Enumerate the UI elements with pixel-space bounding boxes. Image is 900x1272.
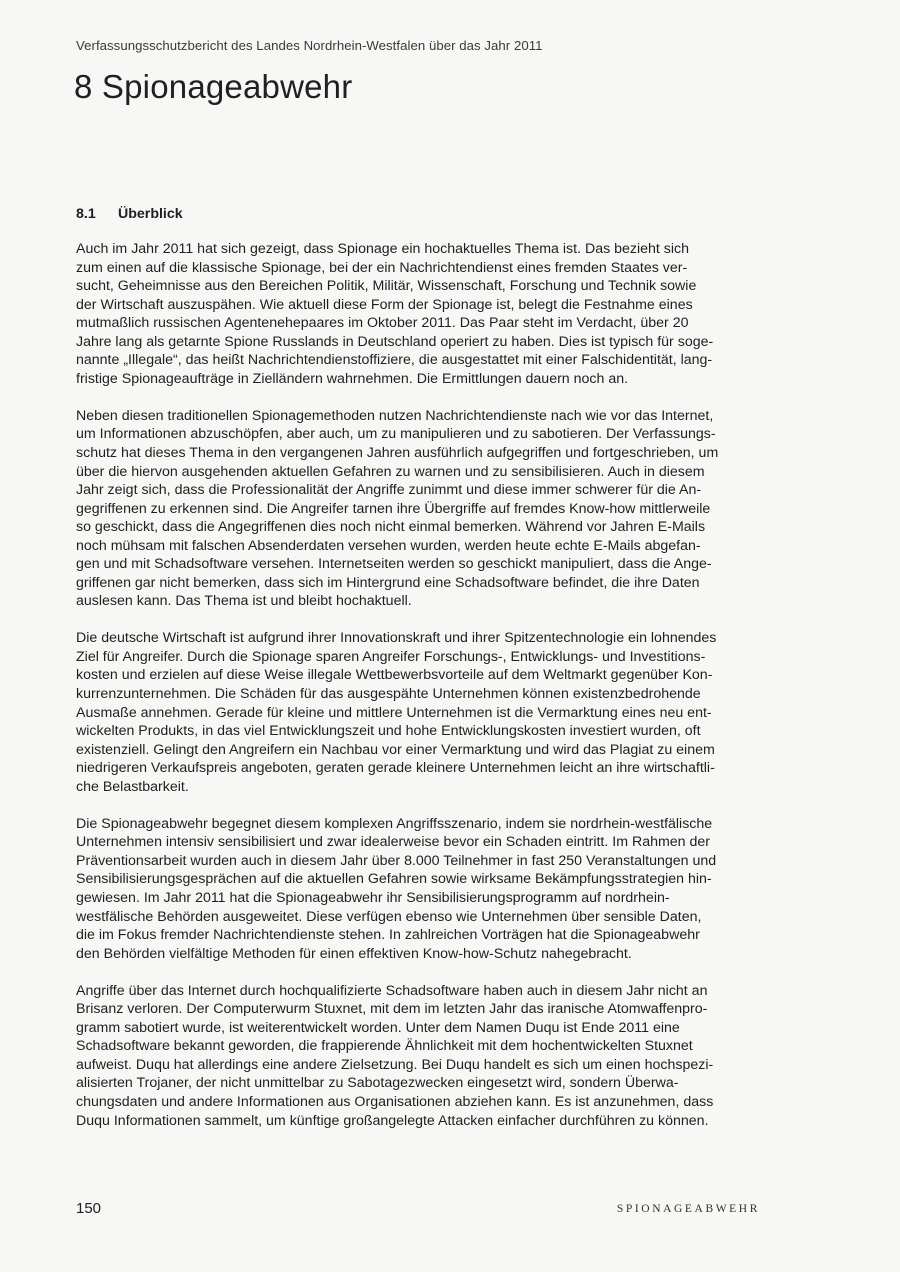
page-number: 150 [76,1200,102,1217]
paragraph [76,407,766,611]
text-line: chungsdaten und andere Informationen aus Organisationen abziehen kann. Es ist anzunehmen, dass [76,1093,714,1110]
text-line: Neben diesen traditionellen Spionagemethoden nutzen Nachrichtendienste nach wie vor das Internet, [76,407,714,424]
text-line: Unternehmen intensiv sensibilisiert und zwar idealerweise bevor ein Schaden eintritt. Im Rahmen der [76,834,711,851]
text-line: alisierten Trojaner, der nicht unmittelbar zu Sabotagezwecken eingesetzt wird, sondern Überwa- [76,1075,679,1092]
text-line: Angriffe über das Internet durch hochqualifizierte Schadsoftware haben auch in diesem Jahr nicht an [76,982,708,999]
paragraph [76,982,766,1130]
text-line: Jahr zeigt sich, dass die Professionalität der Angriffe zunimmt und diese immer schwerer für die An- [76,482,702,499]
text-line: noch mühsam mit falschen Absenderdaten versehen wurden, werden heute echte E-Mails abgefan- [76,537,701,554]
text-line: auslesen kann. Das Thema ist und bleibt hochaktuell. [76,593,412,610]
text-line: existenziell. Gelingt den Angreifern ein Nachbau vor einer Vermarktung und wird das Plagiat zu einem [76,741,715,758]
text-line: mutmaßlich russischen Agentenehepaares im Oktober 2011. Das Paar steht im Verdacht, über 20 [76,315,689,332]
text-line: Brisanz verloren. Der Computerwurm Stuxnet, mit dem im letzten Jahr das iranische Atomwaffenpro- [76,1001,708,1018]
text-line: Ausmaße annehmen. Gerade für kleine und mittlere Unternehmen ist die Vermarktung eines neu ent- [76,704,712,721]
paragraph [76,815,766,963]
body-text [76,240,766,1149]
text-line: Die Spionageabwehr begegnet diesem komplexen Angriffsszenario, indem sie nordrhein-westfälische [76,815,713,832]
text-line: gramm sabotiert wurde, ist weiterentwickelt worden. Unter dem Namen Duqu ist Ende 2011 eine [76,1019,680,1036]
paragraph [76,629,766,796]
text-line: Auch im Jahr 2011 hat sich gezeigt, dass Spionage ein hochaktuelles Thema ist. Das bezieht sich [76,241,690,257]
text-line: über die hiervon ausgehenden aktuellen Gefahren zu warnen und zu sensibilisieren. Auch in diesem [76,463,705,480]
text-line: Schadsoftware bekannt geworden, die frappierende Ähnlichkeit mit dem hochentwickelten Stuxnet [76,1038,693,1055]
text-line: der Wirtschaft auszuspähen. Wie aktuell diese Form der Spionage ist, belegt die Festnahme eines [76,296,693,313]
text-line: wickelten Produkts, in das viel Entwicklungszeit und hohe Entwicklungskosten investiert wurden, oft [76,723,701,740]
text-line: Duqu Informationen sammelt, um künftige großangelegte Attacken einfacher durchführen zu können. [76,1112,709,1129]
section-number: 8.1 [76,206,96,222]
paragraph [76,240,766,388]
text-line: die im Fokus fremder Nachrichtendienste stehen. In zahlreichen Vorträgen hat die Spionageabwehr [76,927,700,944]
text-line: Präventionsarbeit wurden auch in diesem Jahr über 8.000 Teilnehmer in fast 250 Veranstaltungen und [76,852,717,869]
text-line: che Belastbarkeit. [76,778,189,795]
text-line: sucht, Geheimnisse aus den Bereichen Politik, Militär, Wissenschaft, Forschung und Technik sowie [76,278,697,295]
text-line: Sensibilisierungsgesprächen auf die aktuellen Gefahren sowie wirksame Bekämpfungsstrategien hin- [76,871,712,888]
text-line: gewiesen. Im Jahr 2011 hat die Spionageabwehr ihr Sensibilisierungsprogramm auf nordrhein- [76,890,670,906]
text-line: kosten und erzielen auf diese Weise illegale Wettbewerbsvorteile auf dem Weltmarkt gegenüber Kon- [76,667,713,684]
text-line: den Behörden vielfältige Methoden für einen effektiven Know-how-Schutz nahegebracht. [76,945,632,962]
text-line: aufweist. Duqu hat allerdings eine andere Zielsetzung. Bei Duqu handelt es sich um einen hochspezi- [76,1056,714,1073]
text-line: um Informationen abzuschöpfen, aber auch, um zu manipulieren und zu sabotieren. Der Verfassungs- [76,426,716,443]
text-line: so geschickt, dass die Angegriffenen dies noch nicht einmal bemerken. Während vor Jahren E-Mails [76,519,706,536]
text-line: Die deutsche Wirtschaft ist aufgrund ihrer Innovationskraft und ihrer Spitzentechnologie ein lohnendes [76,630,717,647]
text-line: gen und mit Schadsoftware versehen. Internetseiten werden so geschickt manipuliert, dass die Ange- [76,556,712,573]
section-title: Überblick [118,206,183,222]
text-line: gegriffenen zu erkennen sind. Die Angreifer tarnen ihre Übergriffe auf fremdes Know-how mittlerweile [76,500,711,517]
section-heading [76,206,183,222]
text-line: zum einen auf die klassische Spionage, bei der ein Nachrichtendienst eines fremden Staates ver- [76,259,688,276]
running-footer: SPIONAGEABWEHR [616,1203,760,1215]
running-header: Verfassungsschutzbericht des Landes Nordrhein-Westfalen über das Jahr 2011 [76,38,543,53]
text-line: Ziel für Angreifer. Durch die Spionage sparen Angreifer Forschungs-, Entwicklungs- und Investitions- [76,648,706,665]
text-line: schutz hat dieses Thema in den vergangenen Jahren ausführlich aufgegriffen und fortgeschrieben, um [76,444,719,461]
text-line: griffenen gar nicht bemerken, dass sich im Hintergrund eine Schadsoftware befindet, die ihre Daten [76,574,700,591]
text-line: niedrigeren Verkaufspreis angeboten, geraten gerade kleinere Unternehmen leicht an ihre wirtschaftli- [76,760,715,777]
chapter-title: 8 Spionageabwehr [74,68,353,105]
text-line: westfälische Behörden ausgeweitet. Diese verfügen ebenso wie Unternehmen über sensible Daten, [76,908,702,925]
text-line: fristige Spionageaufträge in Zielländern wahrnehmen. Die Ermittlungen dauern noch an. [76,370,629,387]
text-line: nannte „Illegale“, das heißt Nachrichtendienstoffiziere, die ausgestattet mit einer Falschidentität, lang- [76,352,713,369]
text-line: kurrenzunternehmen. Die Schäden für das ausgespähte Unternehmen können existenzbedrohende [76,686,701,703]
text-line: Jahre lang als getarnte Spione Russlands in Deutschland operiert zu haben. Dies ist typisch für soge- [76,333,714,350]
